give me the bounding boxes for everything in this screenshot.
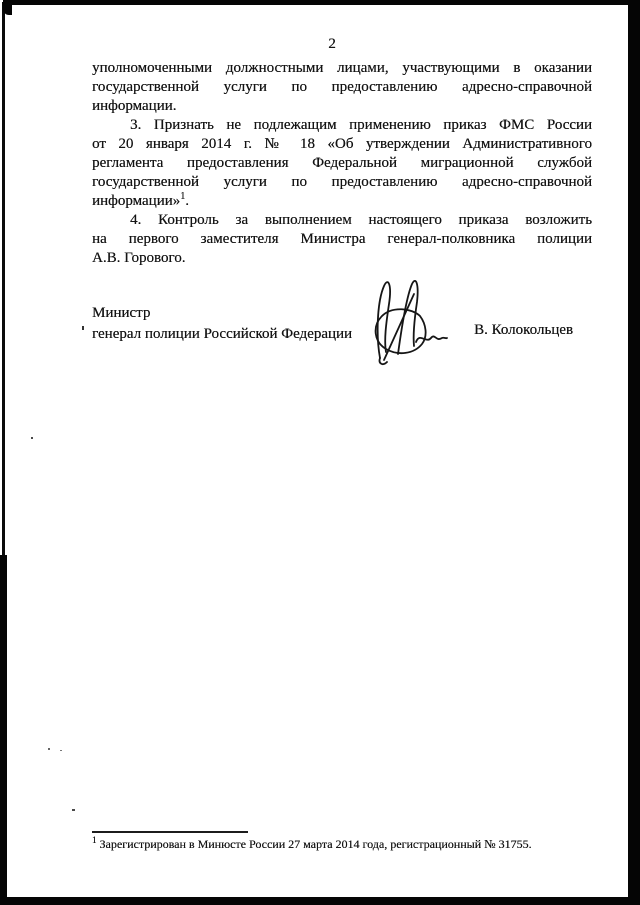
text-segment: . (185, 193, 189, 209)
text-line: 3. Признать не подлежащим применению приказ ФМС России (130, 117, 592, 133)
document-body (92, 59, 592, 268)
text-segment: информации» (92, 193, 181, 209)
text-line: информации. (92, 98, 177, 114)
scan-speck (31, 437, 33, 439)
signer-title-line: генерал полиции Российской Федерации (92, 326, 353, 342)
text-line: А.В. Горового. (92, 250, 186, 266)
signer-name: В. Колокольцев (474, 322, 573, 338)
page-number: 2 (328, 36, 336, 52)
scan-border-bottom (0, 897, 640, 905)
scan-speck (60, 750, 62, 751)
footnote-ref-marker: 1 (180, 192, 186, 202)
footnote-marker: 1 (92, 835, 97, 845)
text-line: 4. Контроль за выполнением настоящего приказа возложить (130, 212, 592, 228)
text-line: регламента предоставления Федеральной миграционной службой (92, 155, 592, 171)
scan-border-left-lower (0, 555, 7, 905)
text-line: от 20 января 2014 г. № 18 «Об утверждении Административного (92, 136, 592, 152)
text-line (92, 192, 592, 211)
scan-border-left (2, 2, 5, 560)
signer-title-line: Министр (92, 305, 151, 321)
footnote-separator (92, 831, 248, 833)
signer-title (92, 303, 392, 345)
footnote (92, 836, 592, 852)
text-line: государственной услуги по предоставлению адресно-справочной (92, 79, 592, 95)
text-line: на первого заместителя Министра генерал-полковника полиции (92, 231, 592, 247)
scan-speck (48, 748, 50, 750)
handwritten-signature-icon (356, 274, 452, 370)
text-line: уполномоченными должностными лицами, участвующими в оказании (92, 60, 592, 76)
footnote-text: Зарегистрирован в Минюсте России 27 марта 2014 года, регистрационный № 31755. (99, 837, 532, 851)
scan-border-corner (3, 0, 12, 15)
scan-speck (72, 809, 75, 811)
scan-border-top (6, 0, 640, 5)
scan-speck (82, 326, 84, 330)
scan-border-right (628, 0, 640, 905)
text-line: государственной услуги по предоставлению адресно-справочной (92, 174, 592, 190)
